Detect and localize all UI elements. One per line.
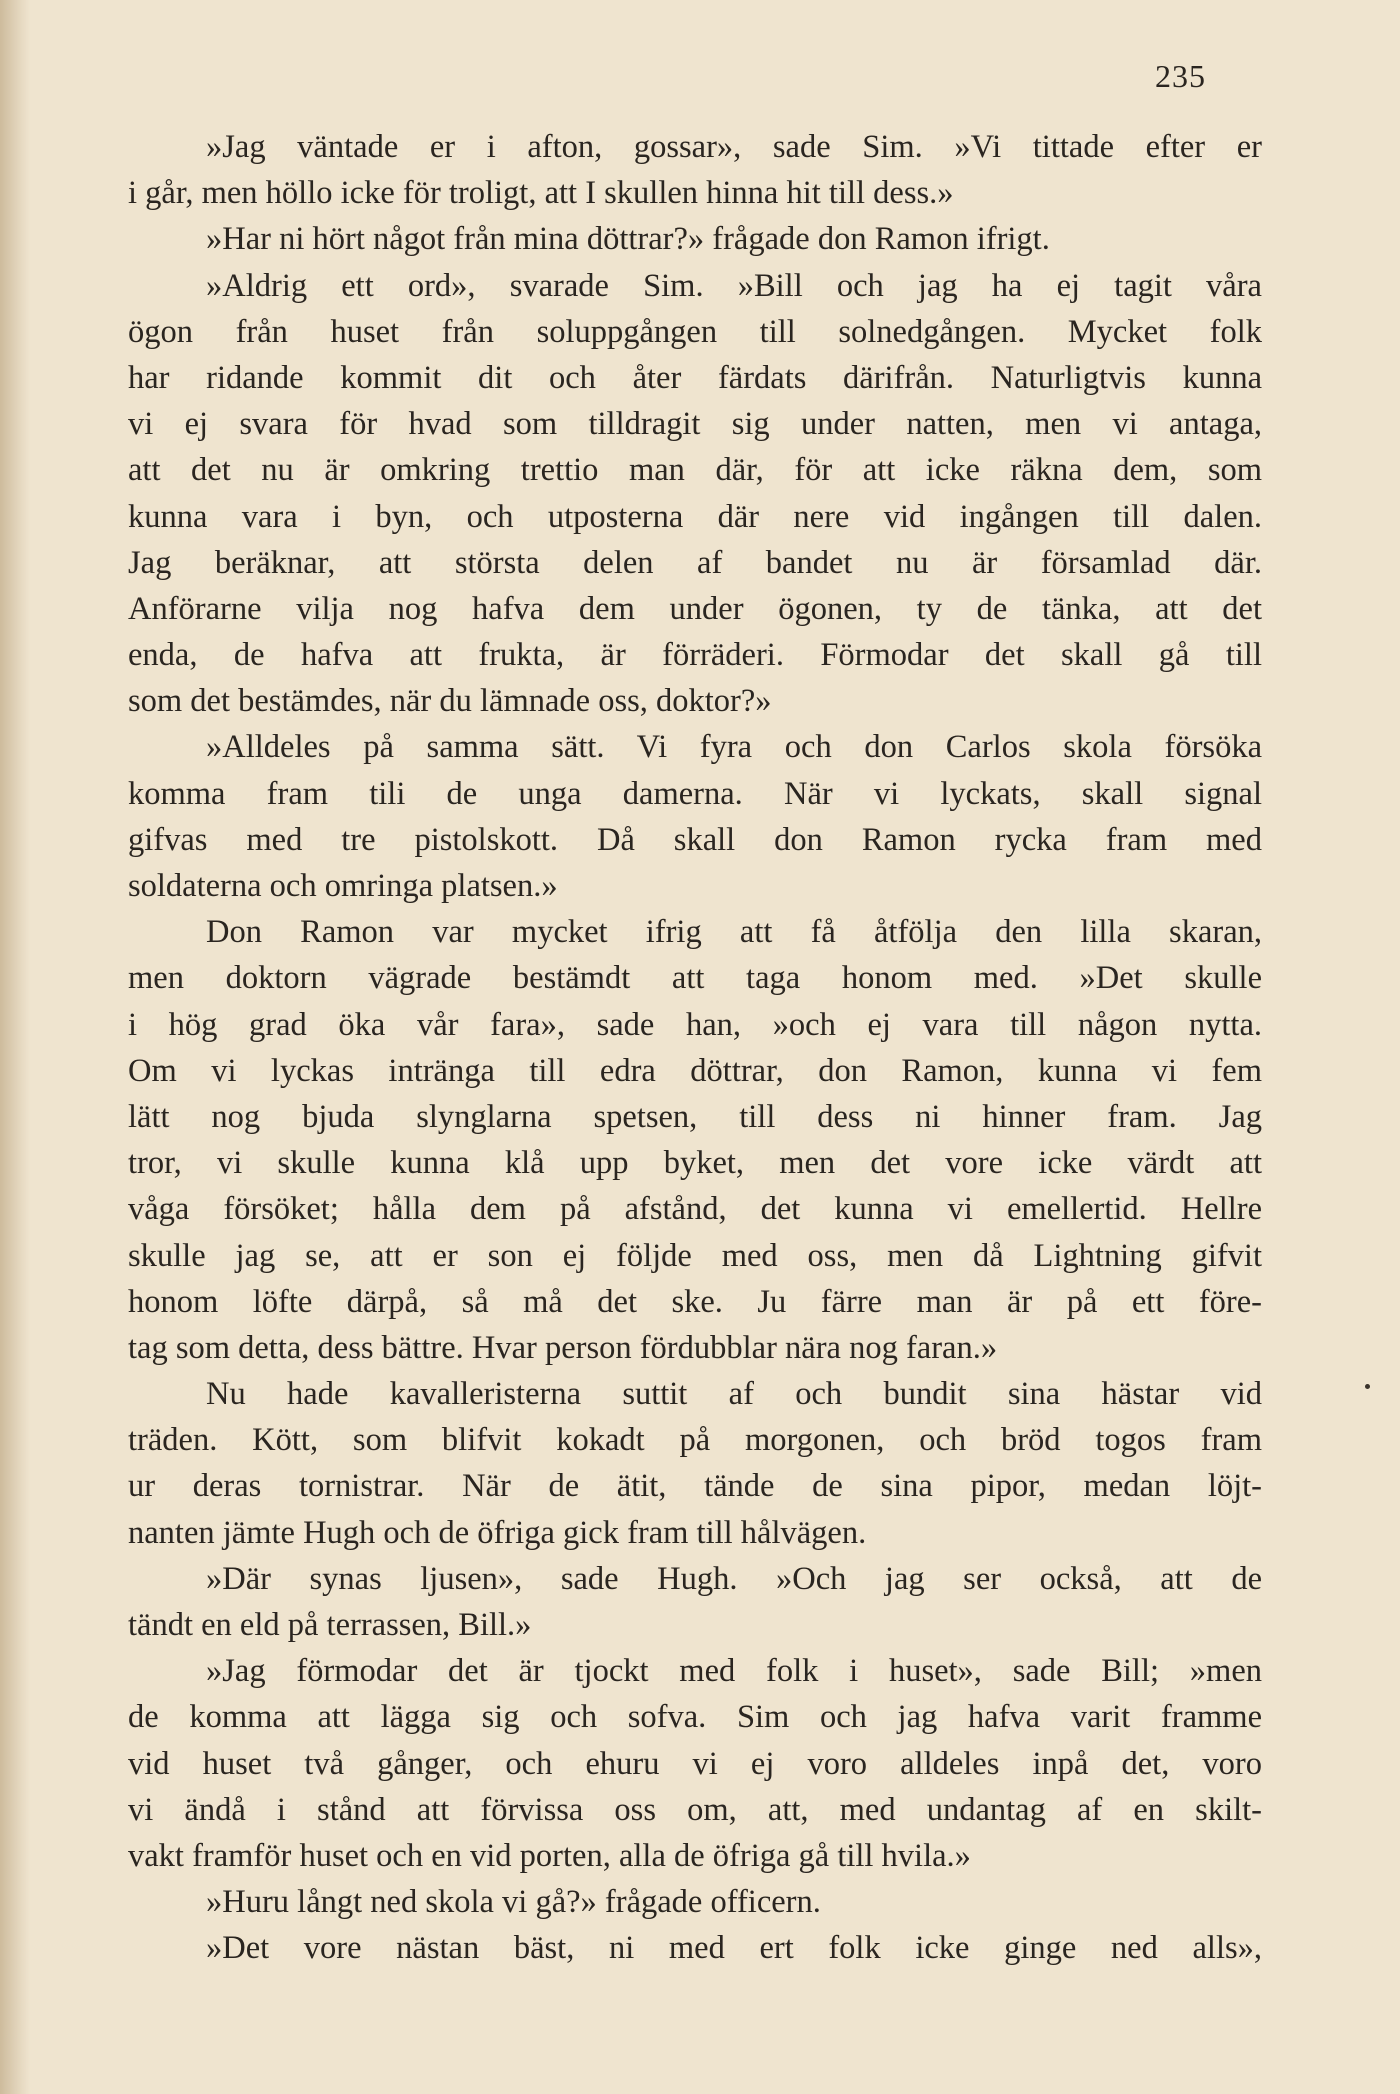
text-line: vi ej svara för hvad som tilldragit sig under natten, men vi antaga, <box>128 406 1262 443</box>
text-line: i går, men höllo icke för troligt, att I skullen hinna hit till dess.» <box>128 175 954 212</box>
text-line: i hög grad öka vår fara», sade han, »och ej vara till någon nytta. <box>128 1006 1262 1043</box>
text-line: »Jag förmodar det är tjockt med folk i huset», sade Bill; »men <box>206 1653 1262 1690</box>
text-line: »Har ni hört något från mina döttrar?» frågade don Ramon ifrigt. <box>206 221 1050 258</box>
text-line: som det bestämdes, när du lämnade oss, doktor?» <box>128 683 772 720</box>
text-line: nanten jämte Hugh och de öfriga gick fram till hålvägen. <box>128 1514 867 1551</box>
text-line: »Där synas ljusen», sade Hugh. »Och jag ser också, att de <box>206 1560 1262 1597</box>
text-line: ur deras tornistrar. När de ätit, tände de sina pipor, medan löjt- <box>128 1468 1262 1505</box>
text-line: lätt nog bjuda slynglarna spetsen, till dess ni hinner fram. Jag <box>128 1098 1262 1135</box>
text-line: Jag beräknar, att största delen af bandet nu är församlad där. <box>128 544 1262 581</box>
ink-speck <box>1365 1384 1370 1389</box>
text-line: våga försöket; hålla dem på afstånd, det kunna vi emellertid. Hellre <box>128 1191 1262 1228</box>
text-line: träden. Kött, som blifvit kokadt på morgonen, och bröd togos fram <box>128 1422 1262 1459</box>
text-line: tag som detta, dess bättre. Hvar person fördubblar nära nog faran.» <box>128 1329 998 1366</box>
text-line: »Det vore nästan bäst, ni med ert folk icke ginge ned alls», <box>206 1930 1262 1967</box>
text-line: tändt en eld på terrassen, Bill.» <box>128 1607 532 1643</box>
text-line: Don Ramon var mycket ifrig att få åtfölja den lilla skaran, <box>206 914 1262 951</box>
text-line: »Aldrig ett ord», svarade Sim. »Bill och jag ha ej tagit våra <box>206 267 1262 304</box>
text-line: har ridande kommit dit och åter färdats därifrån. Naturligtvis kunna <box>128 359 1262 396</box>
text-line: kunna vara i byn, och utposterna där nere vid ingången till dalen. <box>128 498 1262 535</box>
text-line: komma fram tili de unga damerna. När vi lyckats, skall signal <box>128 775 1262 812</box>
text-line: skulle jag se, att er son ej följde med oss, men då Lightning gifvit <box>128 1237 1262 1274</box>
text-line: vid huset två gånger, och ehuru vi ej voro alldeles inpå det, voro <box>128 1745 1262 1782</box>
text-line: vi ändå i stånd att förvissa oss om, att, med undantag af en skilt- <box>128 1791 1262 1828</box>
text-line: vakt framför huset och en vid porten, alla de öfriga gå till hvila.» <box>128 1837 971 1874</box>
page-number: 235 <box>1155 58 1206 94</box>
text-line: ögon från huset från soluppgången till solnedgången. Mycket folk <box>128 313 1262 350</box>
text-line: Nu hade kavalleristerna suttit af och bundit sina hästar vid <box>206 1376 1262 1413</box>
text-line: tror, vi skulle kunna klå upp byket, men det vore icke värdt att <box>128 1145 1262 1182</box>
binding-edge <box>0 0 30 2094</box>
text-line: soldaterna och omringa platsen.» <box>128 868 558 904</box>
text-line: gifvas med tre pistolskott. Då skall don Ramon rycka fram med <box>128 821 1262 858</box>
text-line: enda, de hafva att frukta, är förräderi. Förmodar det skall gå till <box>128 637 1262 674</box>
text-line: att det nu är omkring trettio man där, för att icke räkna dem, som <box>128 452 1262 489</box>
text-line: »Jag väntade er i afton, gossar», sade Sim. »Vi tittade efter er <box>206 129 1262 165</box>
text-line: »Huru långt ned skola vi gå?» frågade officern. <box>206 1884 821 1921</box>
body-text <box>128 124 1262 1972</box>
text-line: »Alldeles på samma sätt. Vi fyra och don Carlos skola försöka <box>206 729 1262 766</box>
text-line: honom löfte därpå, så må det ske. Ju färre man är på ett före- <box>128 1283 1262 1320</box>
text-line: Om vi lyckas intränga till edra döttrar, don Ramon, kunna vi fem <box>128 1052 1262 1089</box>
text-line: men doktorn vägrade bestämdt att taga honom med. »Det skulle <box>128 960 1262 997</box>
text-line: Anförarne vilja nog hafva dem under ögonen, ty de tänka, att det <box>128 590 1262 627</box>
text-line: de komma att lägga sig och sofva. Sim och jag hafva varit framme <box>128 1699 1262 1736</box>
